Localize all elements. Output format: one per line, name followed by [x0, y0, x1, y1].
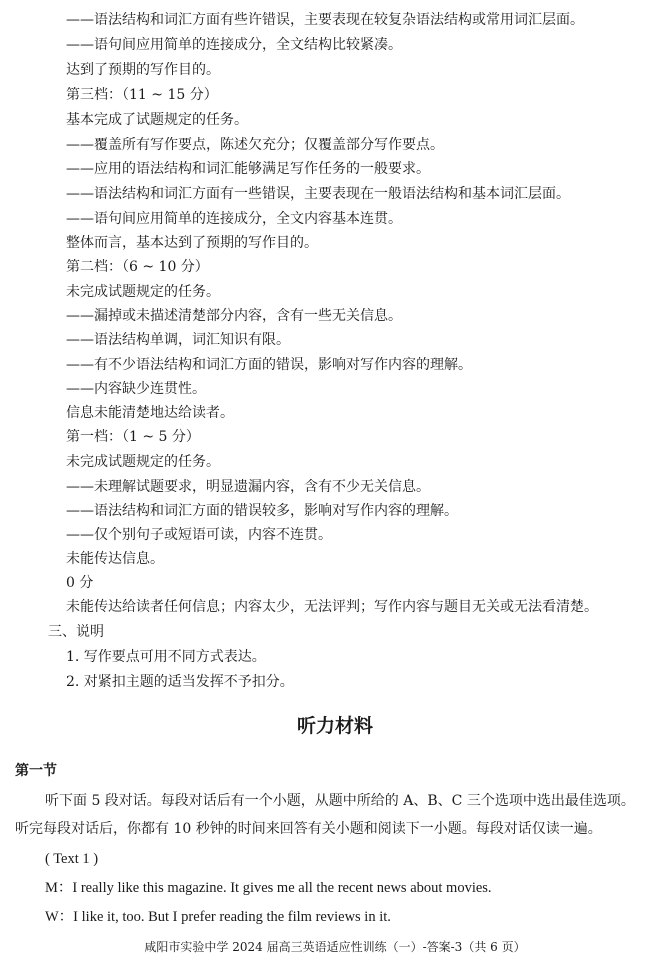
notes-heading: 三、说明	[48, 624, 104, 640]
grading-line: 未能传达信息。	[66, 551, 164, 567]
page-footer: 咸阳市实验中学 2024 届高三英语适应性训练（一）-答案-3（共 6 页）	[144, 940, 526, 954]
grading-line: ——语法结构单调，词汇知识有限。	[66, 332, 290, 348]
grading-level-heading: 第二档：（6 ~ 10 分）	[66, 259, 209, 275]
grading-level-heading: 第三档：（11 ~ 15 分）	[66, 87, 218, 103]
dialogue-line: W：I like it, too. But I prefer reading the film reviews in it.	[45, 909, 391, 925]
grading-level-heading: 第一档：（1 ~ 5 分）	[66, 429, 200, 445]
grading-line: ——应用的语法结构和词汇能够满足写作任务的一般要求。	[66, 161, 430, 177]
grading-line: ——语法结构和词汇方面的错误较多，影响对写作内容的理解。	[66, 503, 458, 519]
listening-section-heading: 第一节	[15, 763, 57, 779]
grading-line: ——语法结构和词汇方面有些许错误，主要表现在较复杂语法结构或常用词汇层面。	[66, 12, 584, 28]
notes-item: 2. 对紧扣主题的适当发挥不予扣分。	[66, 674, 294, 690]
grading-line: ——有不少语法结构和词汇方面的错误，影响对写作内容的理解。	[66, 357, 472, 373]
grading-line: ——语句间应用简单的连接成分，全文内容基本连贯。	[66, 211, 402, 227]
listening-intro: 听下面 5 段对话。每段对话后有一个小题，从题中所给的 A、B、C 三个选项中选出最佳选项。	[45, 793, 635, 809]
grading-line: 未能传达给读者任何信息；内容太少，无法评判；写作内容与题目无关或无法看清楚。	[66, 599, 598, 615]
grading-line: ——内容缺少连贯性。	[66, 381, 206, 397]
grading-line: 信息未能清楚地达给读者。	[66, 405, 234, 421]
grading-line: 未完成试题规定的任务。	[66, 284, 220, 300]
grading-line: 未完成试题规定的任务。	[66, 454, 220, 470]
grading-line: ——漏掉或未描述清楚部分内容，含有一些无关信息。	[66, 308, 402, 324]
grading-line: 达到了预期的写作目的。	[66, 62, 220, 78]
grading-line: ——仅个别句子或短语可读，内容不连贯。	[66, 527, 332, 543]
notes-item: 1. 写作要点可用不同方式表达。	[66, 649, 266, 665]
dialogue-line: M：I really like this magazine. It gives me all the recent news about movies.	[45, 880, 492, 896]
grading-level-heading: 0 分	[66, 575, 94, 591]
grading-line: 基本完成了试题规定的任务。	[66, 112, 248, 128]
listening-intro: 听完每段对话后，你都有 10 秒钟的时间来回答有关小题和阅读下一小题。每段对话仅读一遍。	[15, 821, 602, 837]
grading-line: ——语法结构和词汇方面有一些错误，主要表现在一般语法结构和基本词汇层面。	[66, 186, 570, 202]
listening-title: 听力材料	[296, 715, 373, 737]
grading-line: ——覆盖所有写作要点，陈述欠充分；仅覆盖部分写作要点。	[66, 137, 444, 153]
text-label: ( Text 1 )	[45, 851, 99, 867]
grading-line: 整体而言，基本达到了预期的写作目的。	[66, 235, 318, 251]
grading-line: ——语句间应用简单的连接成分，全文结构比较紧凑。	[66, 37, 402, 53]
grading-line: ——未理解试题要求，明显遗漏内容，含有不少无关信息。	[66, 479, 430, 495]
